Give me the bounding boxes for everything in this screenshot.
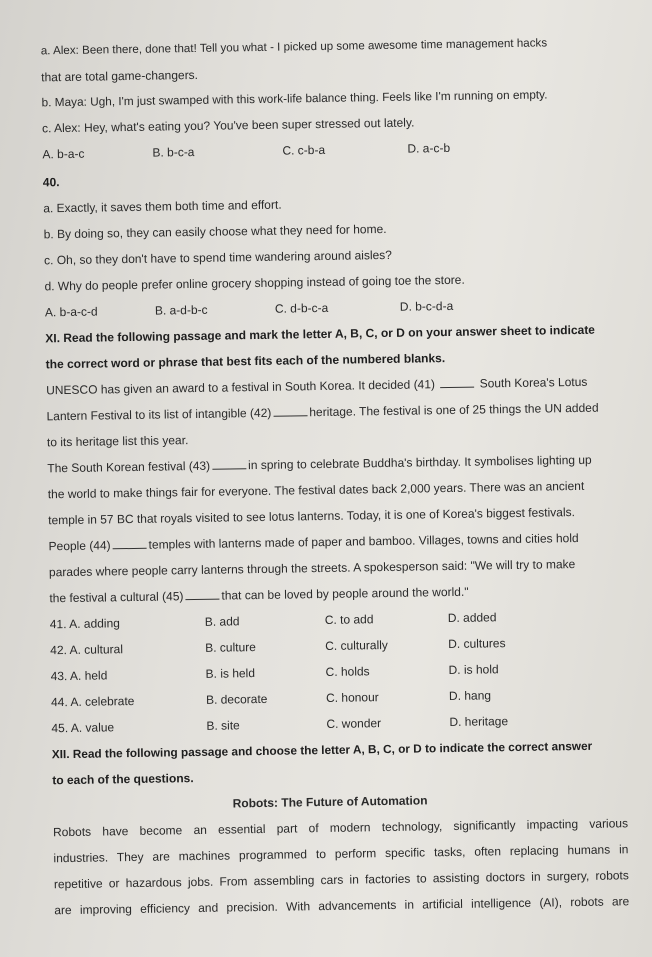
option-43-a: 43. A. held — [50, 668, 108, 684]
option-45-c: C. wonder — [326, 716, 382, 731]
option-39-a: A. b-a-c — [42, 146, 85, 162]
passage-12-line-3: repetitive or hazardous jobs. From assembling cars in factories to assisting doctors in surgery, robots — [53, 868, 629, 892]
passage-11-line-9: the festival a cultural (45) that can be loved by people around the world." — [49, 584, 469, 606]
passage-11-line-7: People (44) temples with lanterns made of paper and bamboo. Villages, towns and cities hold — [48, 530, 579, 554]
option-41-c: C. to add — [324, 612, 374, 627]
dialogue-line-c: c. Alex: Hey, what's eating you? You've been super stressed out lately. — [41, 115, 415, 136]
blank-42 — [273, 405, 307, 417]
option-39-d: D. a-c-b — [407, 140, 451, 156]
section-11-instruction: XI. Read the following passage and mark the letter A, B, C, or D on your answer sheet to indicate — [45, 322, 596, 346]
passage-11-line-1: UNESCO has given an award to a festival in South Korea. It decided (41) South Korea's Lotus — [46, 374, 588, 398]
option-39-c: C. c-b-a — [282, 142, 326, 158]
question-40-line-a: a. Exactly, it saves them both time and effort. — [43, 197, 282, 216]
option-45-b: B. site — [206, 718, 240, 733]
passage-11-line-2: Lantern Festival to its list of intangible (42) heritage. The festival is one of 25 things the UN added — [46, 400, 599, 424]
passage-11-line-5: the world to make things fair for everyone. The festival dates back 2,000 years. There was an ancient — [47, 478, 585, 502]
passage-11-line-6: temple in 57 BC that royals visited to see lotus lanterns. Today, it is one of Korea's biggest festivals. — [48, 505, 576, 528]
blank-44 — [113, 538, 147, 550]
blank-45 — [185, 589, 219, 601]
option-40-c: C. d-b-c-a — [274, 300, 329, 316]
passage-11-line-4: The South Korean festival (43) in spring to celebrate Buddha's birthday. It symbolises lighting up — [47, 452, 592, 476]
question-40-number: 40. — [42, 175, 60, 190]
passage-11-line-3: to its heritage list this year. — [46, 433, 189, 450]
option-43-b: B. is held — [205, 666, 256, 681]
option-45-a: 45. A. value — [51, 720, 115, 736]
option-42-b: B. culture — [205, 640, 257, 655]
option-43-c: C. holds — [325, 664, 370, 679]
option-44-a: 44. A. celebrate — [50, 693, 135, 710]
option-41-d: D. added — [447, 610, 497, 626]
option-40-b: B. a-d-b-c — [154, 302, 208, 318]
question-40-line-c: c. Oh, so they don't have to spend time wandering around aisles? — [43, 247, 393, 268]
blank-43 — [212, 458, 246, 470]
option-40-a: A. b-a-c-d — [44, 304, 98, 320]
option-39-b: B. b-c-a — [152, 144, 195, 160]
dialogue-line-a: a. Alex: Been there, done that! Tell you what - I picked up some awesome time management hacks — [40, 36, 548, 58]
passage-12-line-1: Robots have become an essential part of modern technology, significantly impacting various — [52, 816, 629, 840]
option-45-d: D. heritage — [449, 714, 509, 730]
section-11-instruction-cont: the correct word or phrase that best fits each of the numbered blanks. — [45, 351, 446, 372]
blank-41 — [440, 377, 474, 389]
option-44-b: B. decorate — [205, 691, 268, 707]
option-41-a: 41. A. adding — [49, 616, 120, 632]
option-43-d: D. is hold — [448, 662, 499, 678]
question-40-line-d: d. Why do people prefer online grocery shopping instead of going toe the store. — [44, 272, 465, 294]
section-12-instruction: XII. Read the following passage and choose the letter A, B, C, or D to indicate the correct answer — [51, 738, 593, 762]
option-42-c: C. culturally — [325, 637, 388, 653]
dialogue-line-b: b. Maya: Ugh, I'm just swamped with this work-life balance thing. Feels like I'm running on empty. — [41, 87, 548, 110]
question-40-line-b: b. By doing so, they can easily choose what they need for home. — [43, 221, 387, 242]
option-41-b: B. add — [204, 614, 240, 629]
option-42-d: D. cultures — [448, 636, 506, 652]
option-42-a: 42. A. cultural — [50, 642, 124, 658]
option-44-c: C. honour — [325, 690, 379, 705]
option-44-d: D. hang — [448, 688, 492, 704]
option-40-d: D. b-c-d-a — [399, 298, 454, 314]
dialogue-line-a-cont: that are total game-changers. — [41, 67, 199, 85]
passage-11-line-8: parades where people carry lanterns through the streets. A spokesperson said: "We will try to make — [48, 557, 576, 580]
passage-12-line-4: are improving efficiency and precision. With advancements in artificial intelligence (AI), robots are — [54, 894, 630, 918]
passage-12-title: Robots: The Future of Automation — [232, 793, 428, 811]
section-12-instruction-cont: to each of the questions. — [52, 771, 194, 788]
passage-12-line-2: industries. They are machines programmed to perform specific tasks, often replacing humans in — [53, 842, 629, 866]
